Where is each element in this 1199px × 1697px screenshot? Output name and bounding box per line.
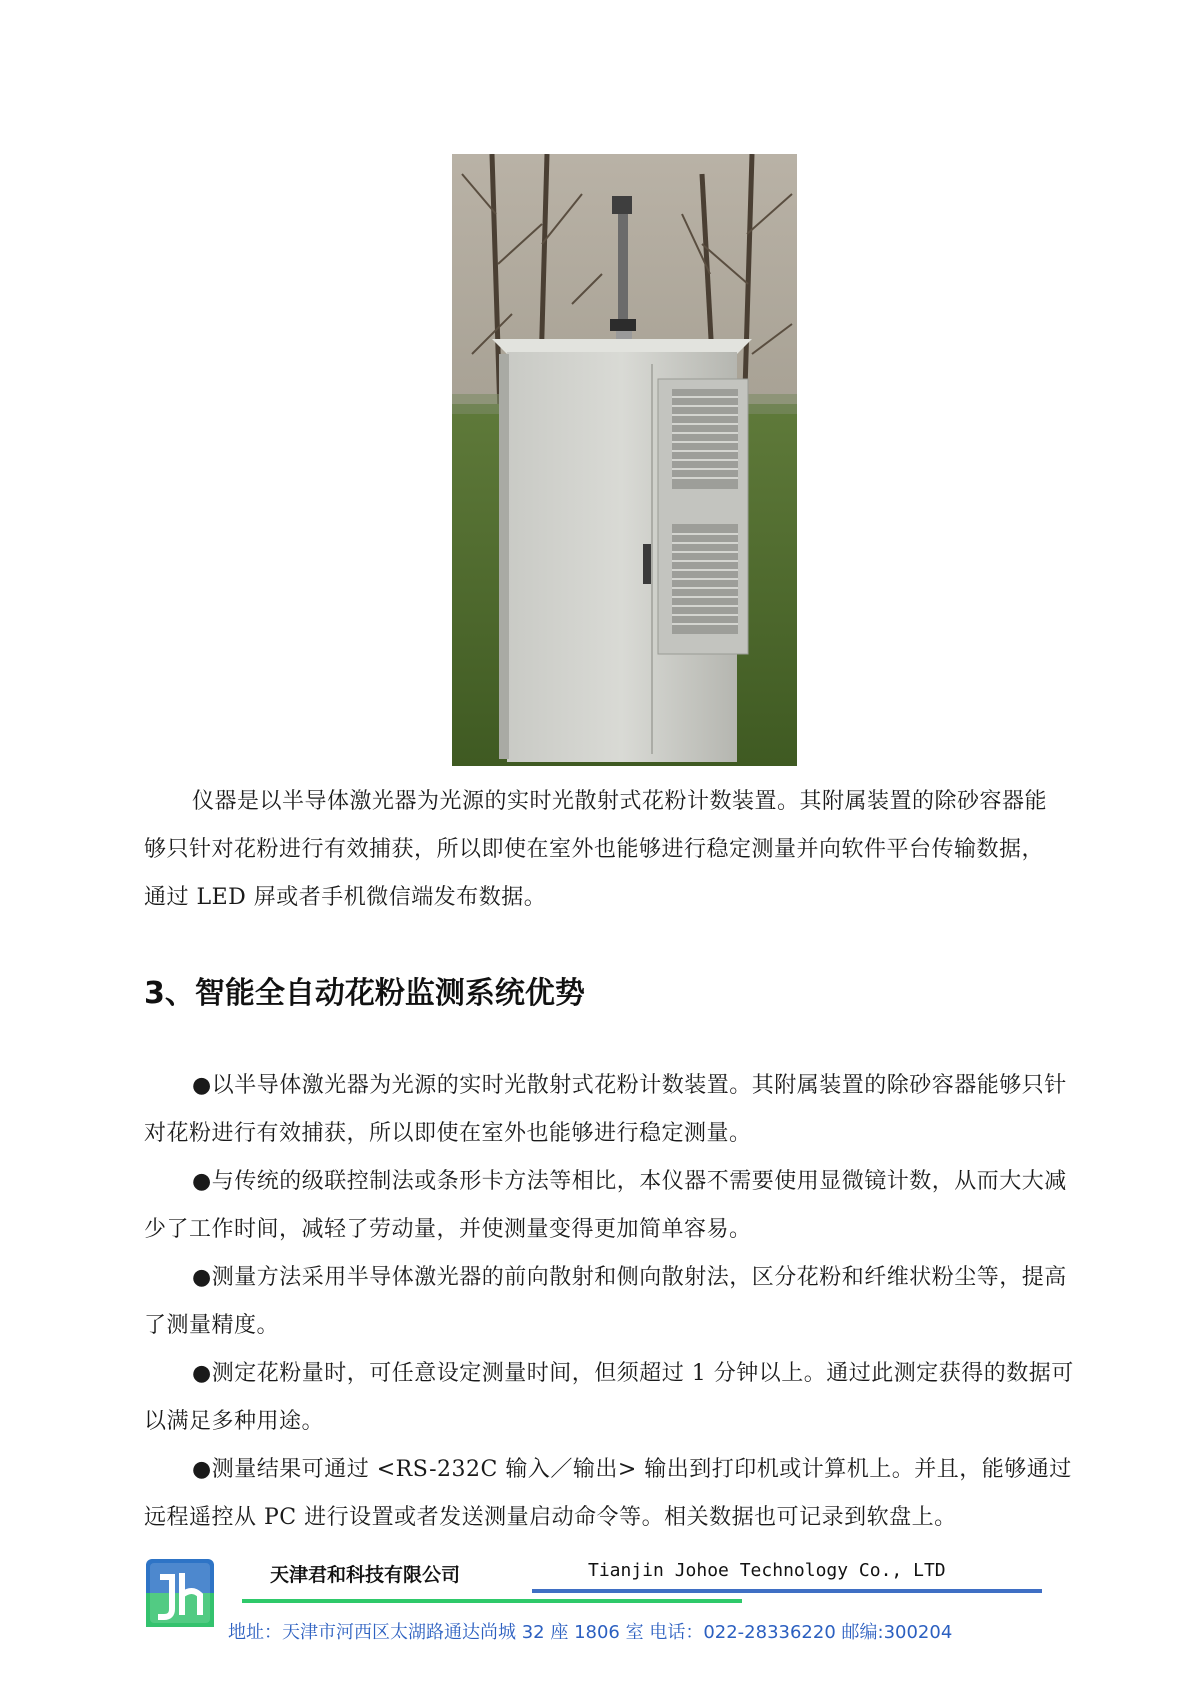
company-name-cn: 天津君和科技有限公司 [270, 1564, 461, 1586]
cabinet-photo-icon [452, 154, 797, 766]
advantages-list [144, 1062, 1074, 1542]
bullet-marker: ● [192, 1361, 212, 1386]
company-address: 地址：天津市河西区太湖路通达尚城 32 座 1806 室 电话：022-28336220 邮编:300204 [228, 1622, 953, 1643]
company-name-en: Tianjin Johoe Technology Co., LTD [588, 1560, 946, 1581]
section-heading: 3、智能全自动花粉监测系统优势 [144, 976, 585, 1011]
bullet-marker: ● [192, 1265, 212, 1290]
intro-paragraph: 仪器是以半导体激光器为光源的实时光散射式花粉计数装置。其附属装置的除砂容器能够只针对花粉进行有效捕获，所以即使在室外也能够进行稳定测量并向软件平台传输数据，通过 LED 屏或者手机微信端发布数据。 [144, 789, 1048, 910]
list-item [144, 1350, 1074, 1446]
bullet-marker: ● [192, 1457, 212, 1482]
list-item [144, 1254, 1074, 1350]
list-item-text: 测定花粉量时，可任意设定测量时间，但须超过 1 分钟以上。通过此测定获得的数据可以满足多种用途。 [144, 1361, 1074, 1434]
footer-divider-green [242, 1599, 742, 1603]
footer-divider-blue [532, 1589, 1042, 1593]
bullet-marker: ● [192, 1169, 212, 1194]
list-item [144, 1062, 1074, 1158]
list-item [144, 1158, 1074, 1254]
list-item-text: 测量结果可通过 <RS-232C 输入／输出> 输出到打印机或计算机上。并且，能够通过远程遥控从 PC 进行设置或者发送测量启动命令等。相关数据也可记录到软盘上。 [144, 1457, 1072, 1530]
pollen-monitor-photo [452, 154, 797, 766]
list-item-text: 与传统的级联控制法或条形卡方法等相比，本仪器不需要使用显微镜计数，从而大大减少了工作时间，减轻了劳动量，并使测量变得更加简单容易。 [144, 1169, 1067, 1242]
list-item [144, 1446, 1074, 1542]
list-item-text: 测量方法采用半导体激光器的前向散射和侧向散射法，区分花粉和纤维状粉尘等，提高了测量精度。 [144, 1265, 1067, 1338]
bullet-marker: ● [192, 1073, 212, 1098]
list-item-text: 以半导体激光器为光源的实时光散射式花粉计数装置。其附属装置的除砂容器能够只针对花粉进行有效捕获，所以即使在室外也能够进行稳定测量。 [144, 1073, 1067, 1146]
company-logo-icon [146, 1559, 214, 1627]
